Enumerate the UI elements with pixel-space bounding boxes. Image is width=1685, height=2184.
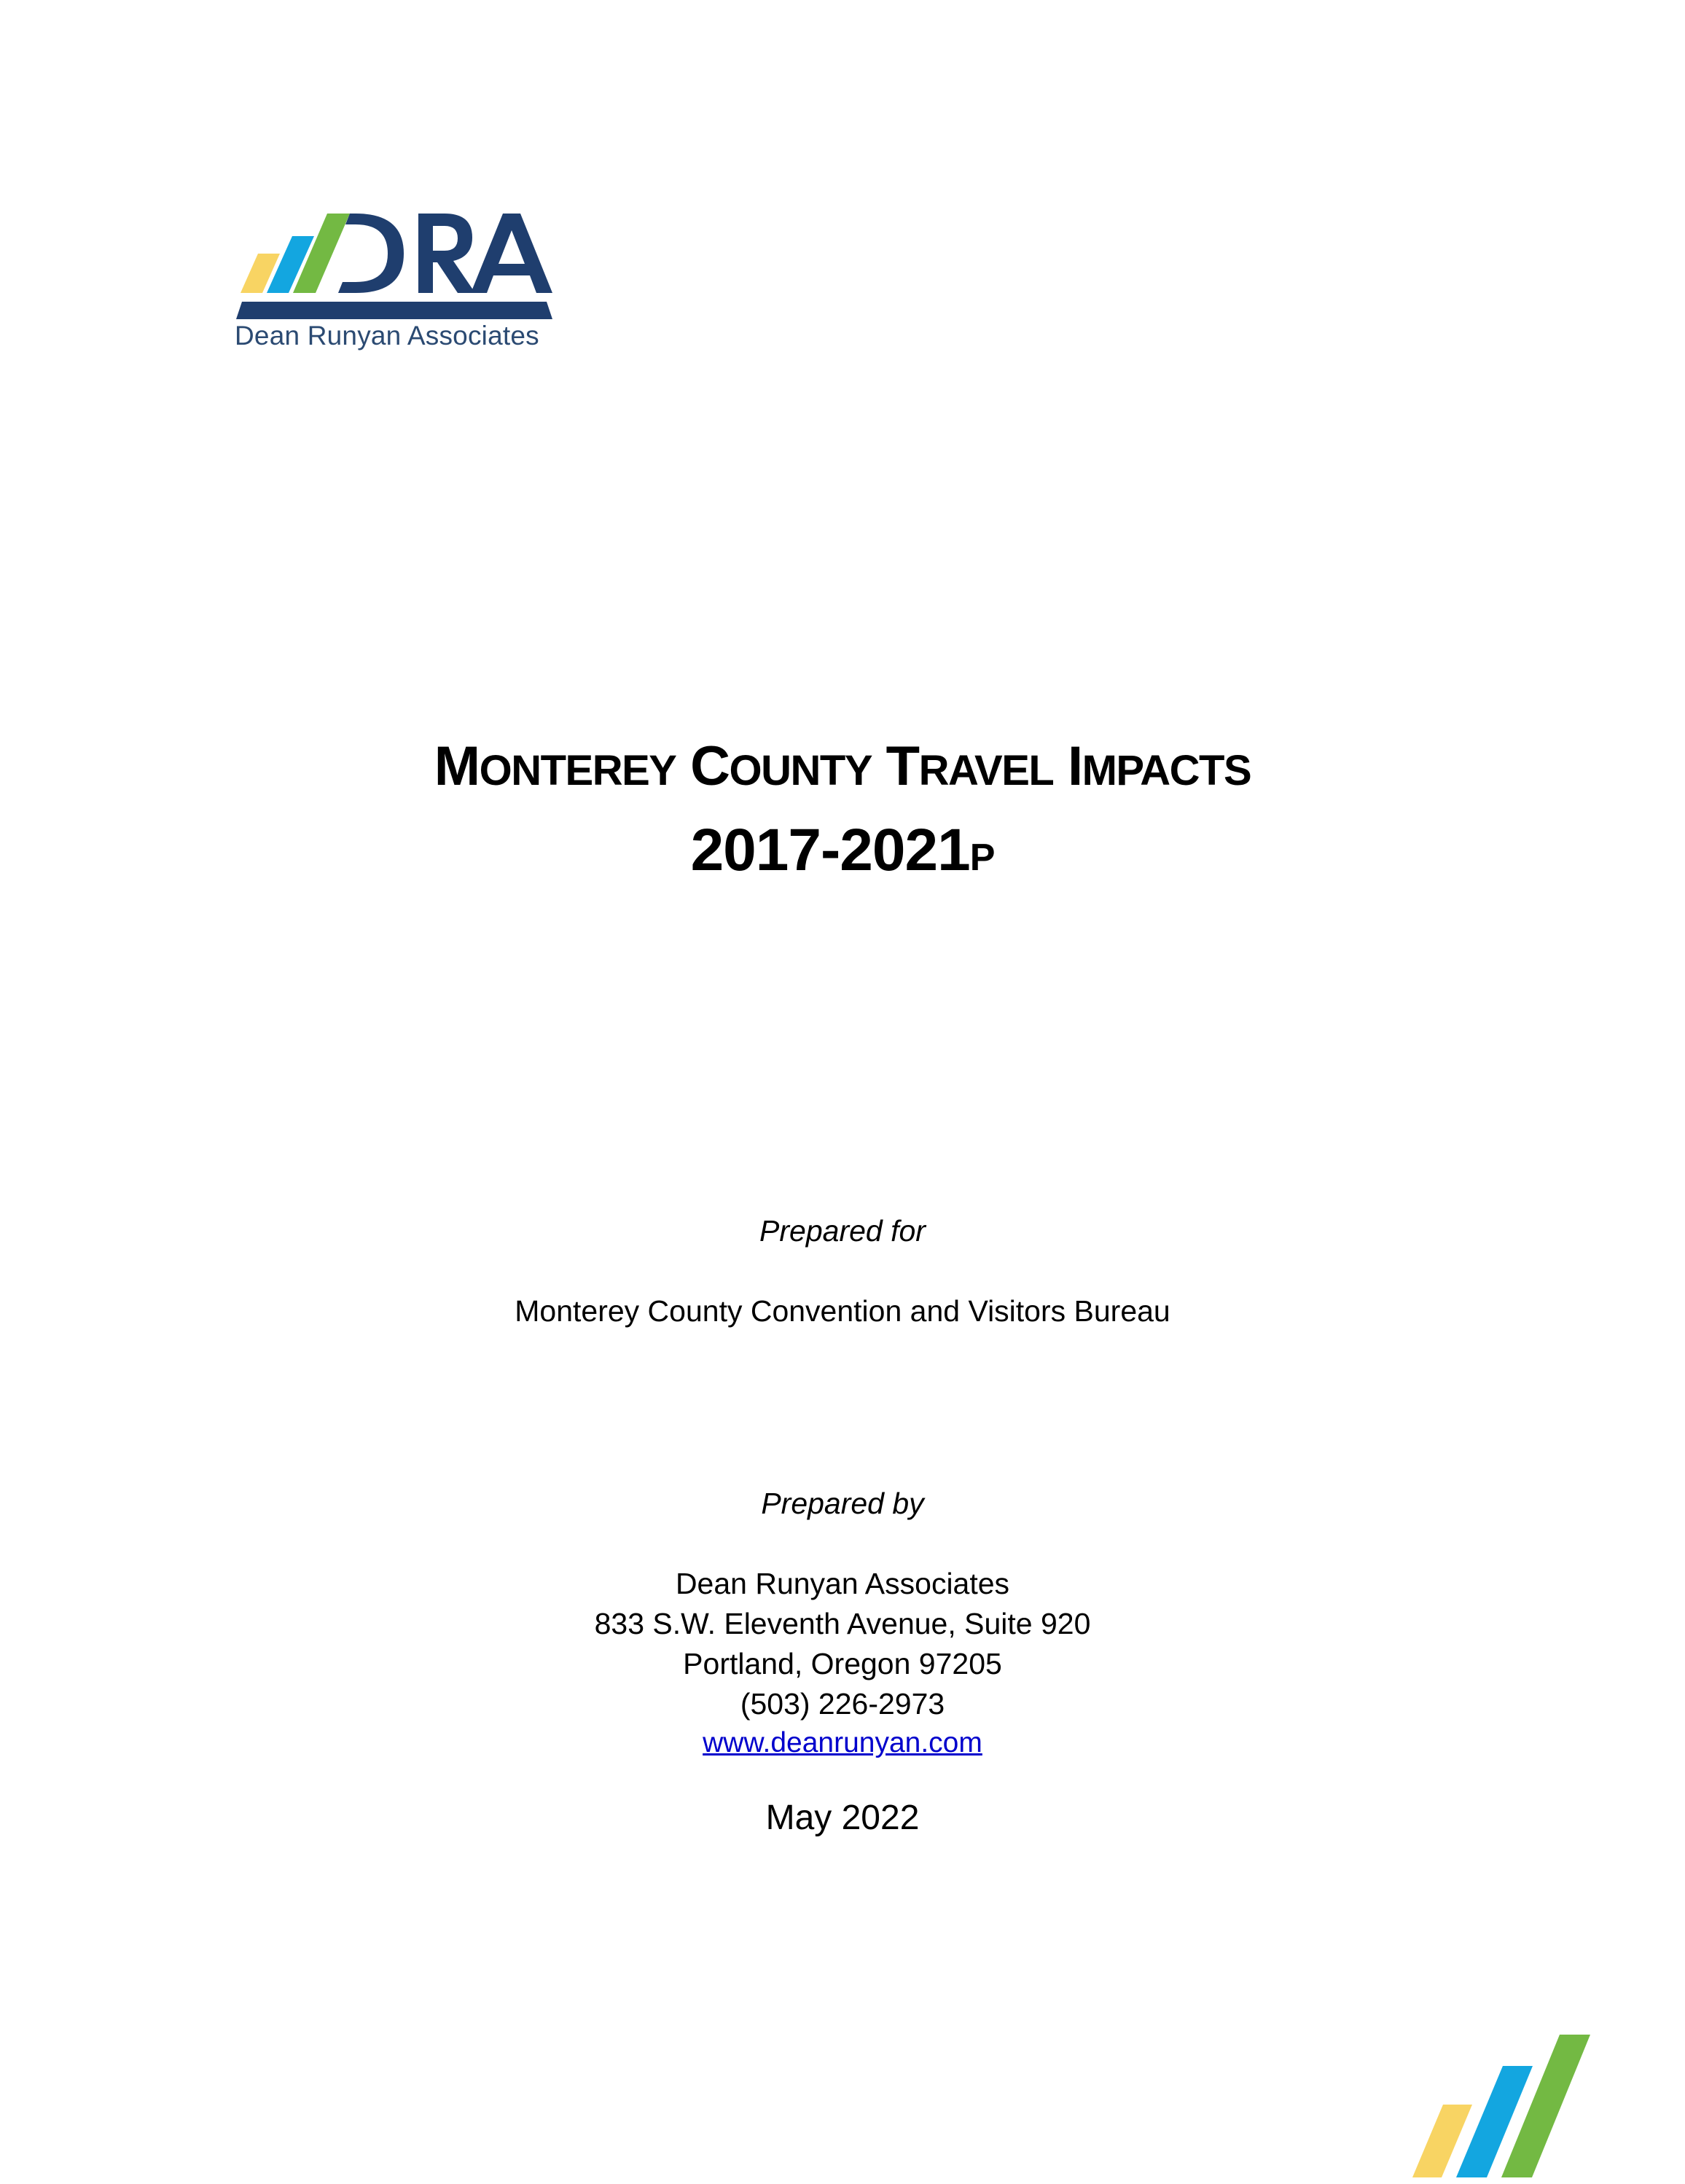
address-line-2: Portland, Oregon 97205 [683,1647,1002,1680]
corner-stripes-icon [1407,2026,1596,2180]
website-link[interactable]: www.deanrunyan.com [703,1727,982,1758]
title-word: TRAVEL [885,735,1054,797]
prepared-for-label: Prepared for [759,1214,926,1248]
phone-number: (503) 226-2973 [740,1687,945,1721]
address-line-1: 833 S.W. Eleventh Avenue, Suite 920 [594,1607,1091,1640]
years-range: 2017-2021 [690,817,970,883]
prepared-by-label: Prepared by [761,1487,924,1520]
dra-logo-mark-icon [232,191,555,322]
title-word: MONTEREY [434,735,676,797]
title-word: IMPACTS [1067,735,1251,797]
title-word: COUNTY [690,735,872,797]
report-years [0,816,1685,885]
preliminary-suffix: P [969,837,995,879]
logo-caption: Dean Runyan Associates [235,321,539,351]
company-name: Dean Runyan Associates [675,1567,1010,1600]
client-name: Monterey County Convention and Visitors Bureau [515,1294,1170,1328]
report-date: May 2022 [765,1799,920,1837]
report-title [0,735,1685,798]
